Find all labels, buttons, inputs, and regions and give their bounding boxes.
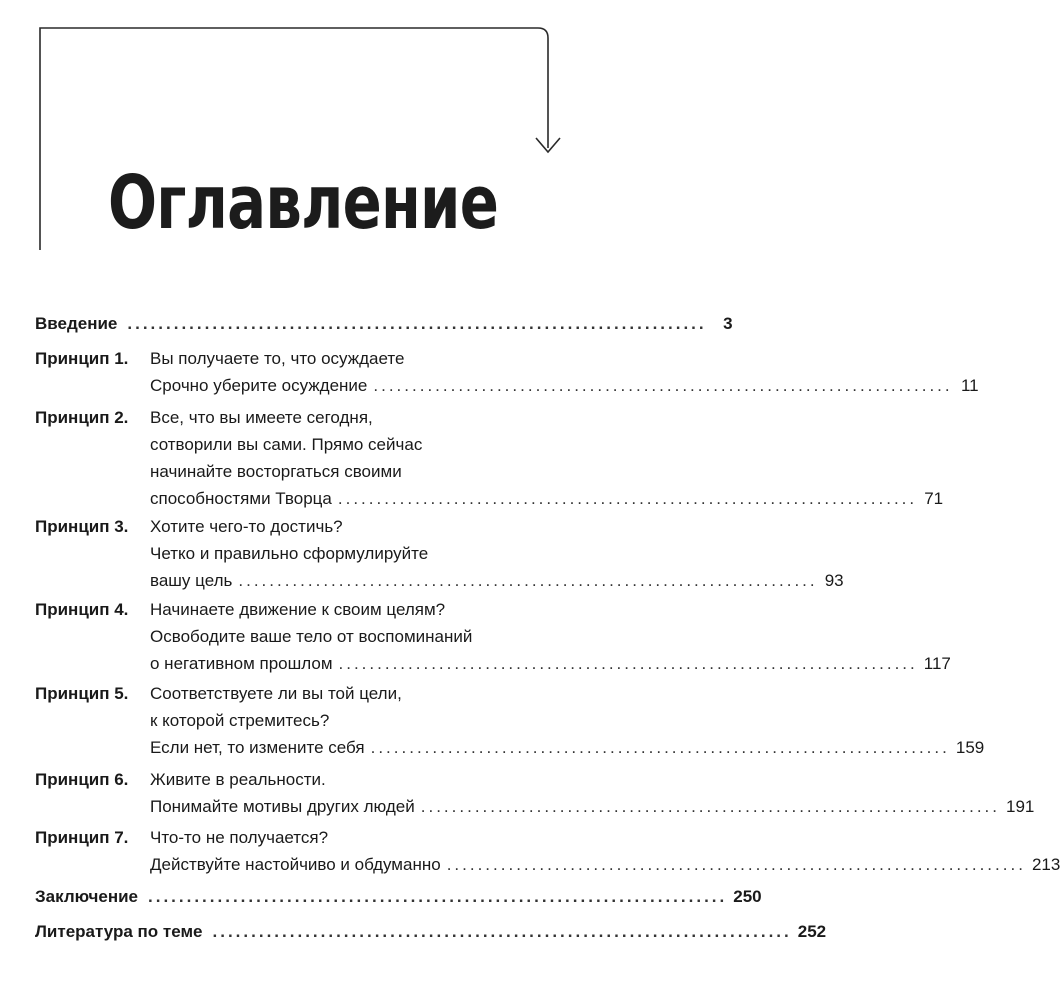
leader-dots: ........................................................................... [238,571,818,590]
toc-entry-line: Живите в реальности. [150,770,326,789]
toc-entry-principle-6[interactable] [35,766,1035,820]
toc-entry-line: Если нет, то измените себя [150,738,365,757]
toc-entry-line: Что-то не получается? [150,828,329,847]
toc-entry-principle-2[interactable] [35,404,944,512]
toc-entry-label: Принцип 6. [35,770,129,789]
toc-entry-label: Литература по теме [35,922,203,941]
toc-entry-label: Принцип 2. [35,408,129,427]
toc-page-number: 117 [923,654,951,673]
toc-page-number: 213 [1031,855,1060,874]
toc-entry-principle-7[interactable] [35,824,1060,878]
toc-entry-label: Заключение [35,887,138,906]
leader-dots: ........................................................................... [420,797,1001,816]
toc-entry-line: Понимайте мотивы других людей [150,797,415,816]
leader-dots: ........................................................................... [337,489,918,508]
leader-dots: ........................................................................... [446,855,1026,874]
leader-dots: ........................................................................... [148,887,728,906]
toc-entry-principle-5[interactable] [35,680,985,761]
toc-entry-line: Вы получаете то, что осуждаете [150,349,405,368]
toc-page-number: 71 [924,489,944,508]
toc-entry-label: Принцип 7. [35,828,129,847]
toc-entry-line: Срочно уберите осуждение [150,376,368,395]
leader-dots: ........................................................................... [212,922,792,941]
toc-page-number: 93 [824,571,844,590]
toc-entry-label: Принцип 4. [35,600,129,619]
toc-entry-label: Принцип 3. [35,517,129,536]
toc-page-number: 159 [955,738,985,757]
leader-dots: ........................................................................... [338,654,918,673]
toc-entry-principle-1[interactable] [35,345,979,399]
leader-dots: ........................................................................... [370,738,950,757]
toc-entry-introduction[interactable] [35,310,733,337]
toc-entry-label: Принцип 1. [35,349,129,368]
toc-entry-line: Соответствуете ли вы той цели, [150,684,402,703]
toc-page-number: 252 [797,922,827,941]
toc-entry-line: Начинаете движение к своим целям? [150,600,446,619]
toc-entry-line: Хотите чего-то достичь? [150,517,343,536]
toc-entry-line: Все, что вы имеете сегодня, [150,408,373,427]
toc-entry-line: Освободите ваше тело от воспоминаний [150,627,473,646]
toc-entry-line: вашу цель [150,571,233,590]
leader-dots: ........................................................................... [127,314,707,333]
toc-entry-literature[interactable] [35,918,827,945]
toc-entry-line: о негативном прошлом [150,654,333,673]
toc-entry-principle-3[interactable] [35,513,844,594]
toc-entry-label: Принцип 5. [35,684,129,703]
leader-dots: ........................................................................... [373,376,953,395]
toc-page-number: 250 [733,887,762,906]
toc-entry-line: к которой стремитесь? [150,711,330,730]
toc-entry-line: способностями Творца [150,489,332,508]
page-title: Оглавление [108,160,499,246]
toc-page-number: 11 [960,376,979,395]
toc-entry-principle-4[interactable] [35,596,951,677]
toc-page-number: 3 [723,314,733,333]
toc-entry-line: Четко и правильно сформулируйте [150,544,429,563]
toc-entry-conclusion[interactable] [35,883,762,910]
toc-entry-label: Введение [35,314,118,333]
toc-entry-line: Действуйте настойчиво и обдуманно [150,855,441,874]
toc-entry-line: начинайте восторгаться своими [150,462,402,481]
toc-page-number: 191 [1006,797,1035,816]
toc-entry-line: сотворили вы сами. Прямо сейчас [150,435,423,454]
